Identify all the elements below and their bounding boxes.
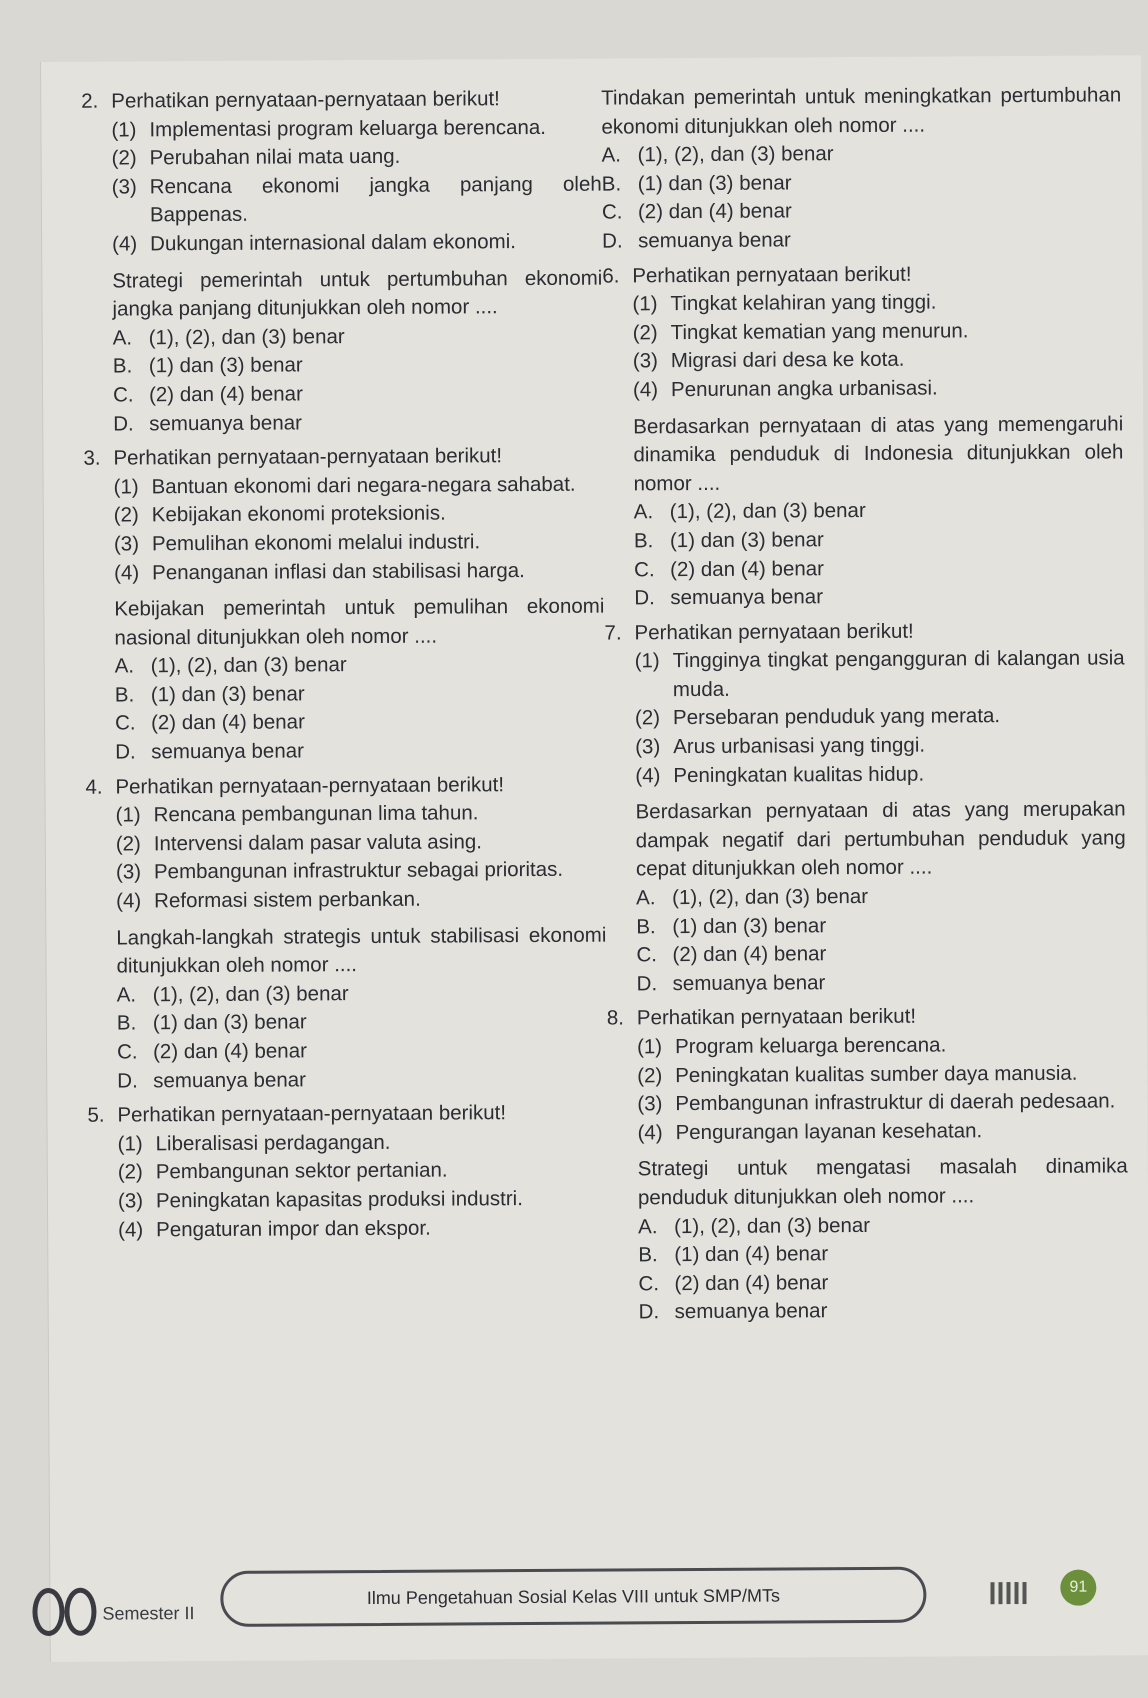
answer-option-a[interactable]: A. (1), (2), dan (3) benar — [633, 499, 866, 524]
answer-option-c[interactable]: C. (2) dan (4) benar — [636, 942, 827, 967]
page-number: 91 — [1060, 1570, 1096, 1606]
answer-option-c[interactable]: C. (2) dan (4) benar — [114, 710, 305, 736]
statement: (3) Pembangunan infrastruktur sebagai prioritas. — [115, 858, 564, 884]
question-prompt: Strategi pemerintah untuk pertumbuhan ekonomi jangka panjang ditunjukkan oleh nomor .... — [112, 266, 603, 321]
statement: (1) Program keluarga berencana. — [636, 1033, 947, 1059]
question-5 — [87, 1099, 608, 1245]
book-title-banner — [220, 1567, 926, 1627]
statement: (2) Pembangunan sektor pertanian. — [117, 1158, 448, 1184]
ring-decoration-icon — [32, 1588, 64, 1636]
statement: (4) Pengurangan layanan kesehatan. — [637, 1119, 983, 1145]
left-column — [81, 85, 608, 1251]
answer-option-d[interactable]: D. semuanya benar — [636, 971, 826, 996]
statement: (4) Dukungan internasional dalam ekonomi. — [112, 230, 516, 256]
answer-option-b[interactable]: B. (1) dan (3) benar — [601, 171, 792, 196]
answer-option-a[interactable]: A. (1), (2), dan (3) benar — [116, 981, 349, 1007]
question-prompt: Langkah-langkah strategis untuk stabilisasi ekonomi ditunjukkan oleh nomor .... — [116, 923, 607, 978]
statement: (1) Implementasi program keluarga berencana. — [111, 115, 547, 142]
decorative-bars-icon — [990, 1582, 1030, 1604]
answer-option-b[interactable]: B. (1) dan (3) benar — [633, 528, 824, 553]
answer-option-d[interactable]: D. semuanya benar — [638, 1299, 828, 1324]
statement: (1) Tingkat kelahiran yang tinggi. — [632, 290, 937, 316]
answer-option-b[interactable]: B. (1) dan (3) benar — [112, 353, 303, 378]
answer-option-a[interactable]: A. (1), (2), dan (3) benar — [638, 1213, 871, 1238]
statement: (4) Penanganan inflasi dan stabilisasi harga. — [114, 558, 525, 585]
statement: (3) Peningkatan kapasitas produksi industri. — [117, 1187, 523, 1213]
question-text: Perhatikan pernyataan berikut! — [636, 1005, 917, 1030]
statement: (3) Rencana ekonomi jangka panjang oleh Bappenas. — [111, 172, 602, 227]
statement: (4) Reformasi sistem perbankan. — [116, 887, 421, 913]
statement: (2) Perubahan nilai mata uang. — [111, 144, 401, 170]
answer-option-d[interactable]: D. semuanya benar — [117, 1067, 307, 1093]
textbook-page — [40, 55, 1148, 1662]
statement: (2) Intervensi dalam pasar valuta asing. — [115, 830, 483, 856]
statement: (4) Pengaturan impor dan ekspor. — [118, 1216, 431, 1242]
semester-label: Semester II — [102, 1603, 195, 1624]
statement: (2) Persebaran penduduk yang merata. — [634, 704, 1001, 730]
question-text: Perhatikan pernyataan berikut! — [634, 619, 914, 645]
question-prompt: Berdasarkan pernyataan di atas yang merupakan dampak negatif dari pertumbuhan penduduk yang cepat ditunjukkan oleh nomor .... — [635, 797, 1126, 881]
page-footer — [50, 1559, 1148, 1656]
question-number: 3. — [83, 446, 101, 470]
statement: (1) Tingginya tingkat pengangguran di kalangan usia muda. — [634, 646, 1125, 702]
question-prompt: Kebijakan pemerintah untuk pemulihan ekonomi nasional ditunjukkan oleh nomor .... — [114, 594, 605, 650]
question-number: 4. — [85, 775, 103, 799]
answer-option-c[interactable]: C. (2) dan (4) benar — [116, 1039, 307, 1064]
question-text: Perhatikan pernyataan-pernyataan berikut! — [117, 1101, 507, 1127]
statement: (3) Pemulihan ekonomi melalui industri. — [113, 530, 481, 556]
question-number: 6. — [602, 264, 620, 288]
answer-option-a[interactable]: A. (1), (2), dan (3) benar — [114, 653, 347, 678]
answer-option-d[interactable]: D. semuanya benar — [115, 739, 305, 764]
question-2 — [81, 85, 603, 439]
statement: (4) Peningkatan kualitas hidup. — [635, 762, 925, 788]
answer-option-a[interactable]: A. (1), (2), dan (3) benar — [112, 324, 345, 350]
statement: (3) Pembangunan infrastruktur di daerah pedesaan. — [637, 1089, 1116, 1116]
question-number: 2. — [81, 89, 99, 113]
question-number: 8. — [606, 1006, 625, 1030]
statement: (2) Tingkat kematian yang menurun. — [632, 319, 969, 345]
statement: (1) Liberalisasi perdagangan. — [117, 1130, 391, 1156]
question-number: 5. — [87, 1103, 105, 1127]
answer-option-d[interactable]: D. semuanya benar — [113, 410, 302, 436]
ring-decoration-icon — [64, 1588, 96, 1636]
question-text: Perhatikan pernyataan-pernyataan berikut! — [113, 444, 503, 470]
answer-option-c[interactable]: C. (2) dan (4) benar — [112, 382, 303, 407]
question-number: 7. — [604, 621, 622, 645]
question-prompt: Berdasarkan pernyataan di atas yang memengaruhi dinamika penduduk di Indonesia ditunjukkan oleh nomor .... — [633, 411, 1124, 496]
right-column — [601, 81, 1129, 1333]
statement: (3) Arus urbanisasi yang tinggi. — [635, 733, 926, 759]
answer-option-d[interactable]: D. semuanya benar — [634, 585, 824, 610]
statement: (1) Bantuan ekonomi dari negara-negara sahabat. — [113, 472, 576, 499]
statement: (4) Penurunan angka urbanisasi. — [632, 376, 938, 402]
answer-option-d[interactable]: D. semuanya benar — [602, 228, 791, 253]
question-8 — [607, 1002, 1129, 1328]
question-prompt: Strategi untuk mengatasi masalah dinamika penduduk ditunjukkan oleh nomor .... — [637, 1154, 1128, 1210]
statement: (2) Peningkatan kualitas sumber daya manusia. — [637, 1061, 1078, 1087]
question-text: Perhatikan pernyataan berikut! — [632, 262, 912, 287]
question-text: Perhatikan pernyataan-pernyataan berikut! — [115, 772, 505, 799]
question-3 — [83, 442, 605, 768]
answer-option-b[interactable]: B. (1) dan (3) benar — [636, 913, 827, 938]
answer-option-b[interactable]: B. (1) dan (3) benar — [116, 1010, 307, 1035]
statement: (2) Kebijakan ekonomi proteksionis. — [113, 501, 446, 527]
answer-option-c[interactable]: C. (2) dan (4) benar — [638, 1270, 829, 1296]
question-prompt: Tindakan pemerintah untuk meningkatkan pertumbuhan ekonomi ditunjukkan oleh nomor .... — [601, 83, 1122, 139]
question-6 — [602, 259, 1124, 613]
question-7 — [604, 616, 1126, 999]
question-text: Perhatikan pernyataan-pernyataan berikut! — [111, 87, 500, 113]
answer-option-a[interactable]: A. (1), (2), dan (3) benar — [601, 142, 834, 167]
book-title: Ilmu Pengetahuan Sosial Kelas VIII untuk SMP/MTs — [366, 1585, 781, 1608]
statement: (3) Migrasi dari desa ke kota. — [632, 348, 905, 373]
answer-option-c[interactable]: C. (2) dan (4) benar — [601, 199, 792, 224]
answer-option-c[interactable]: C. (2) dan (4) benar — [634, 556, 825, 581]
statement: (1) Rencana pembangunan lima tahun. — [115, 801, 479, 827]
answer-option-b[interactable]: B. (1) dan (3) benar — [114, 682, 305, 707]
answer-option-b[interactable]: B. (1) dan (4) benar — [638, 1242, 829, 1267]
answer-option-a[interactable]: A. (1), (2), dan (3) benar — [636, 884, 869, 910]
question-4 — [85, 770, 607, 1096]
question-5-continued — [601, 81, 1122, 256]
